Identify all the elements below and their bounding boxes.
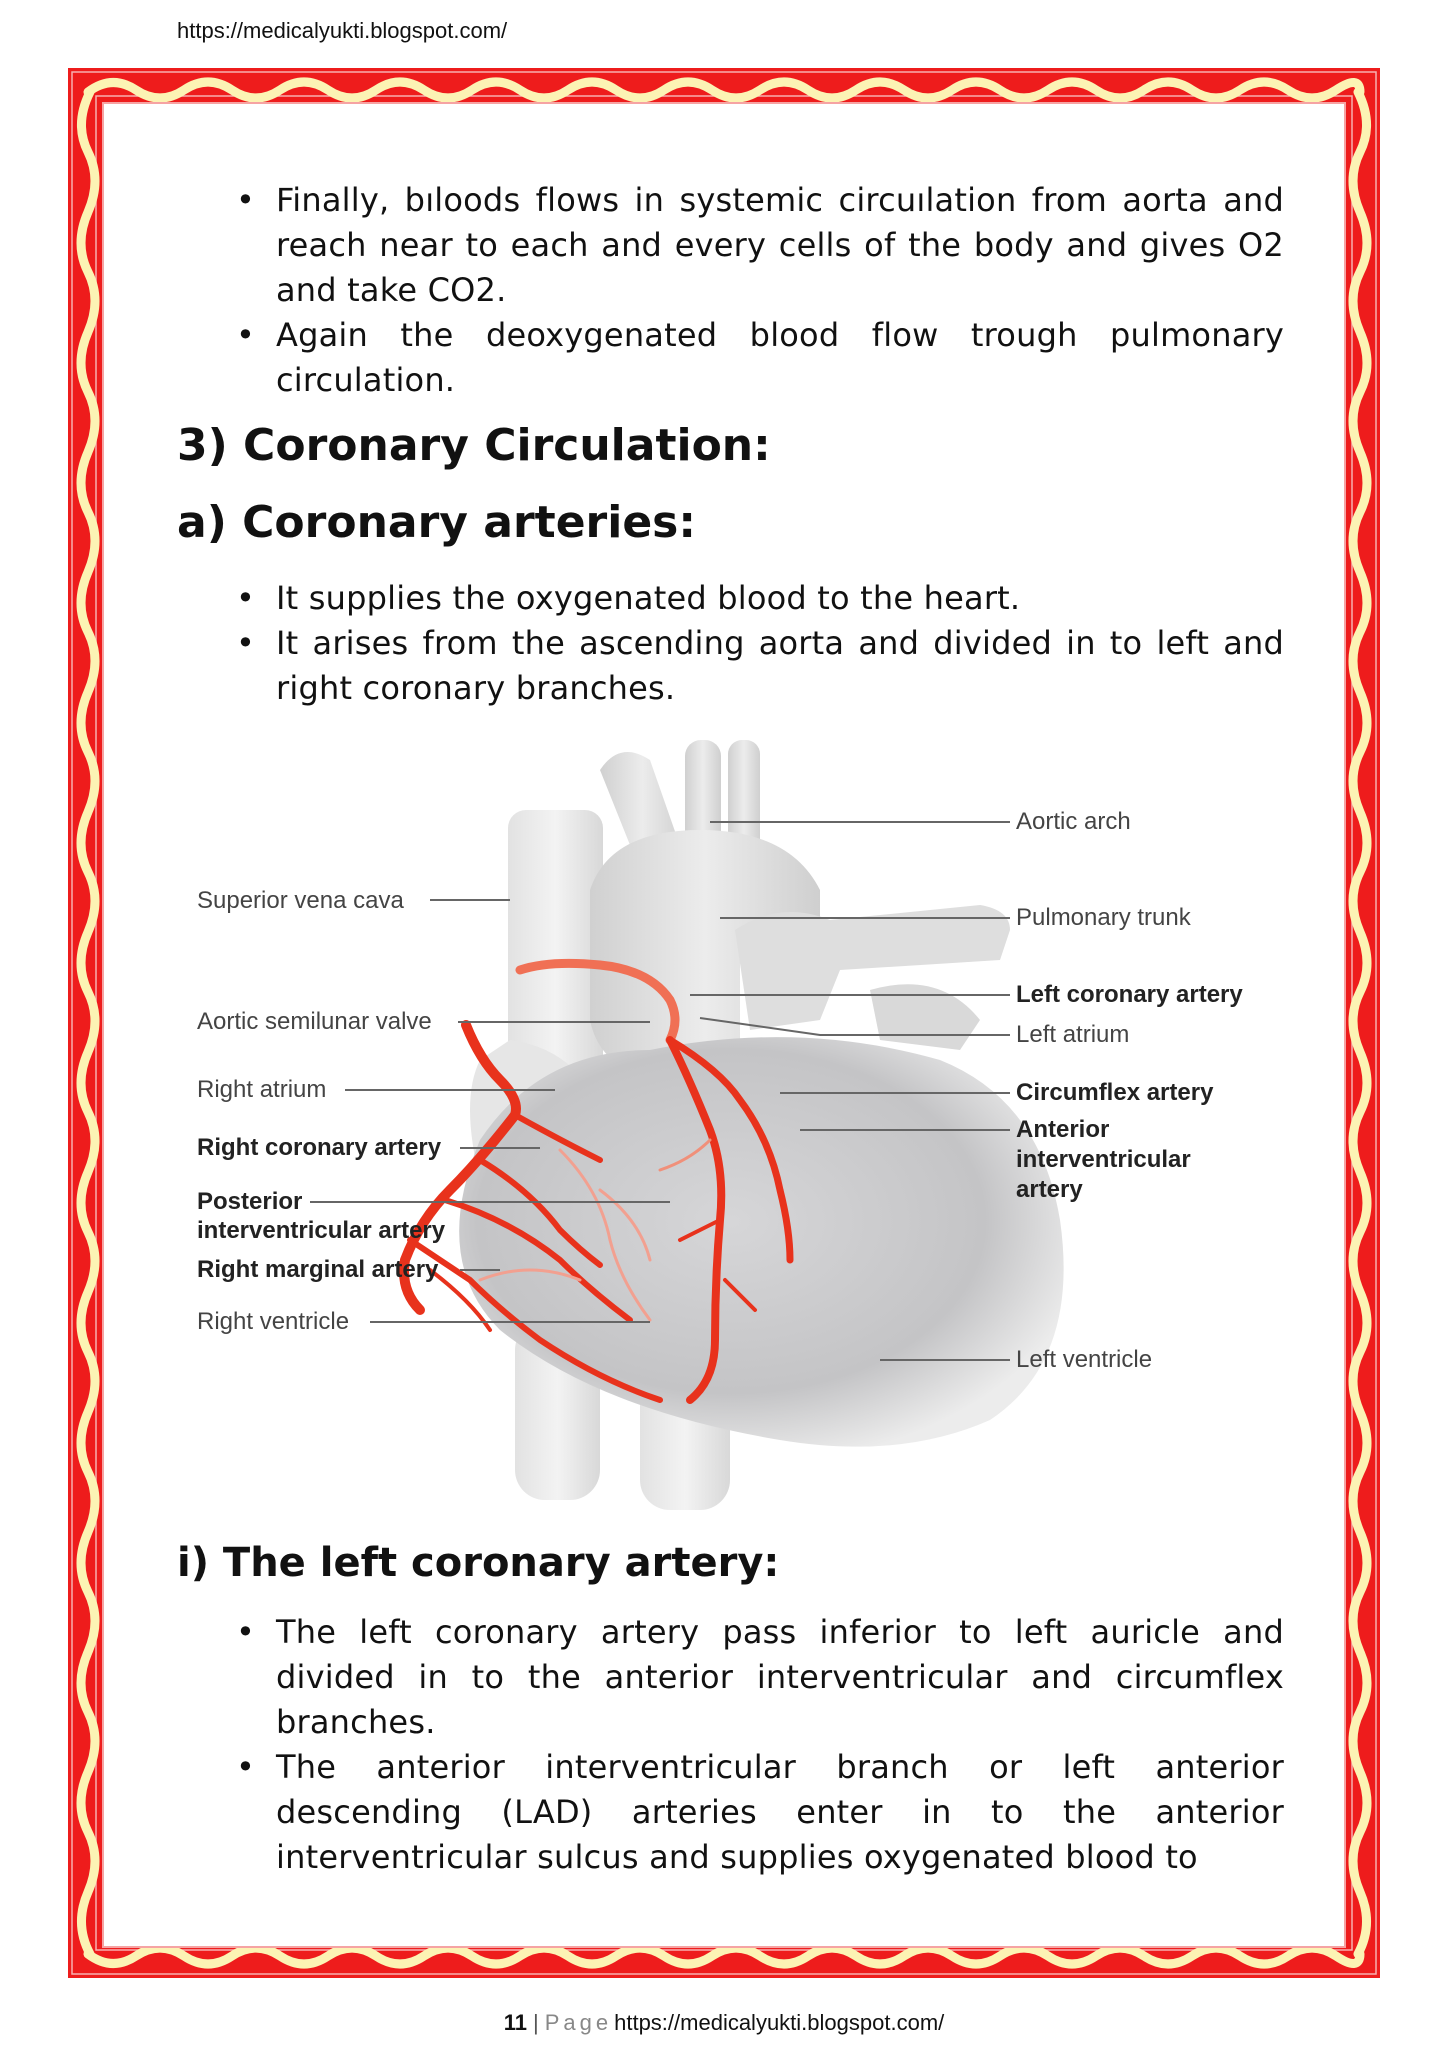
- heading-coronary-circulation: 3) Coronary Circulation:: [177, 420, 771, 471]
- label-right-coronary-artery: Right coronary artery: [197, 1134, 442, 1161]
- label-left-ventricle: Left ventricle: [1016, 1346, 1153, 1373]
- bullet-item: • Finally, bıloods flows in systemic circuılation from aorta and reach near to each and every cells of the body and gives O2 and take CO2.: [238, 178, 1284, 313]
- bullet-item: • The left coronary artery pass inferior to left auricle and divided in to the anterior interventricular and circumflex branches.: [238, 1610, 1284, 1745]
- label-anterior-interventricular-artery-line1: Anterior: [1016, 1116, 1110, 1143]
- heading-left-coronary-artery: i) The left coronary artery:: [177, 1540, 780, 1586]
- coronary-arteries-diagram: [180, 720, 1280, 1520]
- label-left-atrium: Left atrium: [1016, 1021, 1130, 1048]
- heading-coronary-arteries: a) Coronary arteries:: [177, 497, 696, 548]
- label-aortic-arch: Aortic arch: [1016, 808, 1131, 835]
- label-left-coronary-artery: Left coronary artery: [1016, 981, 1243, 1008]
- label-right-ventricle: Right ventricle: [197, 1308, 350, 1335]
- label-right-marginal-artery: Right marginal artery: [197, 1256, 439, 1283]
- left-coronary-artery-bullets: [238, 1610, 1284, 1880]
- label-right-atrium: Right atrium: [197, 1076, 327, 1103]
- page-footer: [0, 2010, 1448, 2036]
- label-aortic-semilunar-valve: Aortic semilunar valve: [197, 1008, 432, 1035]
- label-superior-vena-cava: Superior vena cava: [197, 887, 404, 914]
- page-number: 11: [503, 2010, 527, 2035]
- label-anterior-interventricular-artery-line3: artery: [1016, 1176, 1083, 1203]
- bullet-item: • It arises from the ascending aorta and divided in to left and right coronary branches.: [238, 621, 1284, 711]
- header-url: https://medicalyukti.blogspot.com/: [177, 18, 508, 43]
- footer-separator: |: [533, 2010, 539, 2035]
- bullet-item: • It supplies the oxygenated blood to the heart.: [238, 576, 1284, 621]
- heart-illustration: [180, 720, 1280, 1520]
- systemic-circulation-bullets: [238, 178, 1284, 403]
- label-posterior-interventricular-artery-line1: Posterior: [197, 1188, 303, 1215]
- label-circumflex-artery: Circumflex artery: [1016, 1079, 1214, 1106]
- label-pulmonary-trunk: Pulmonary trunk: [1016, 904, 1191, 931]
- label-posterior-interventricular-artery-line2: interventricular artery: [197, 1217, 446, 1244]
- bullet-item: • Again the deoxygenated blood flow trough pulmonary circulation.: [238, 313, 1284, 403]
- footer-url: https://medicalyukti.blogspot.com/: [614, 2010, 945, 2035]
- page-label: Page: [544, 2010, 613, 2035]
- label-anterior-interventricular-artery-line2: interventricular: [1016, 1146, 1191, 1173]
- bullet-item: • The anterior interventricular branch or left anterior descending (LAD) arteries enter in to the anterior interventricular sulcus and supplies oxygenated blood to: [238, 1745, 1284, 1880]
- coronary-arteries-bullets: [238, 576, 1284, 711]
